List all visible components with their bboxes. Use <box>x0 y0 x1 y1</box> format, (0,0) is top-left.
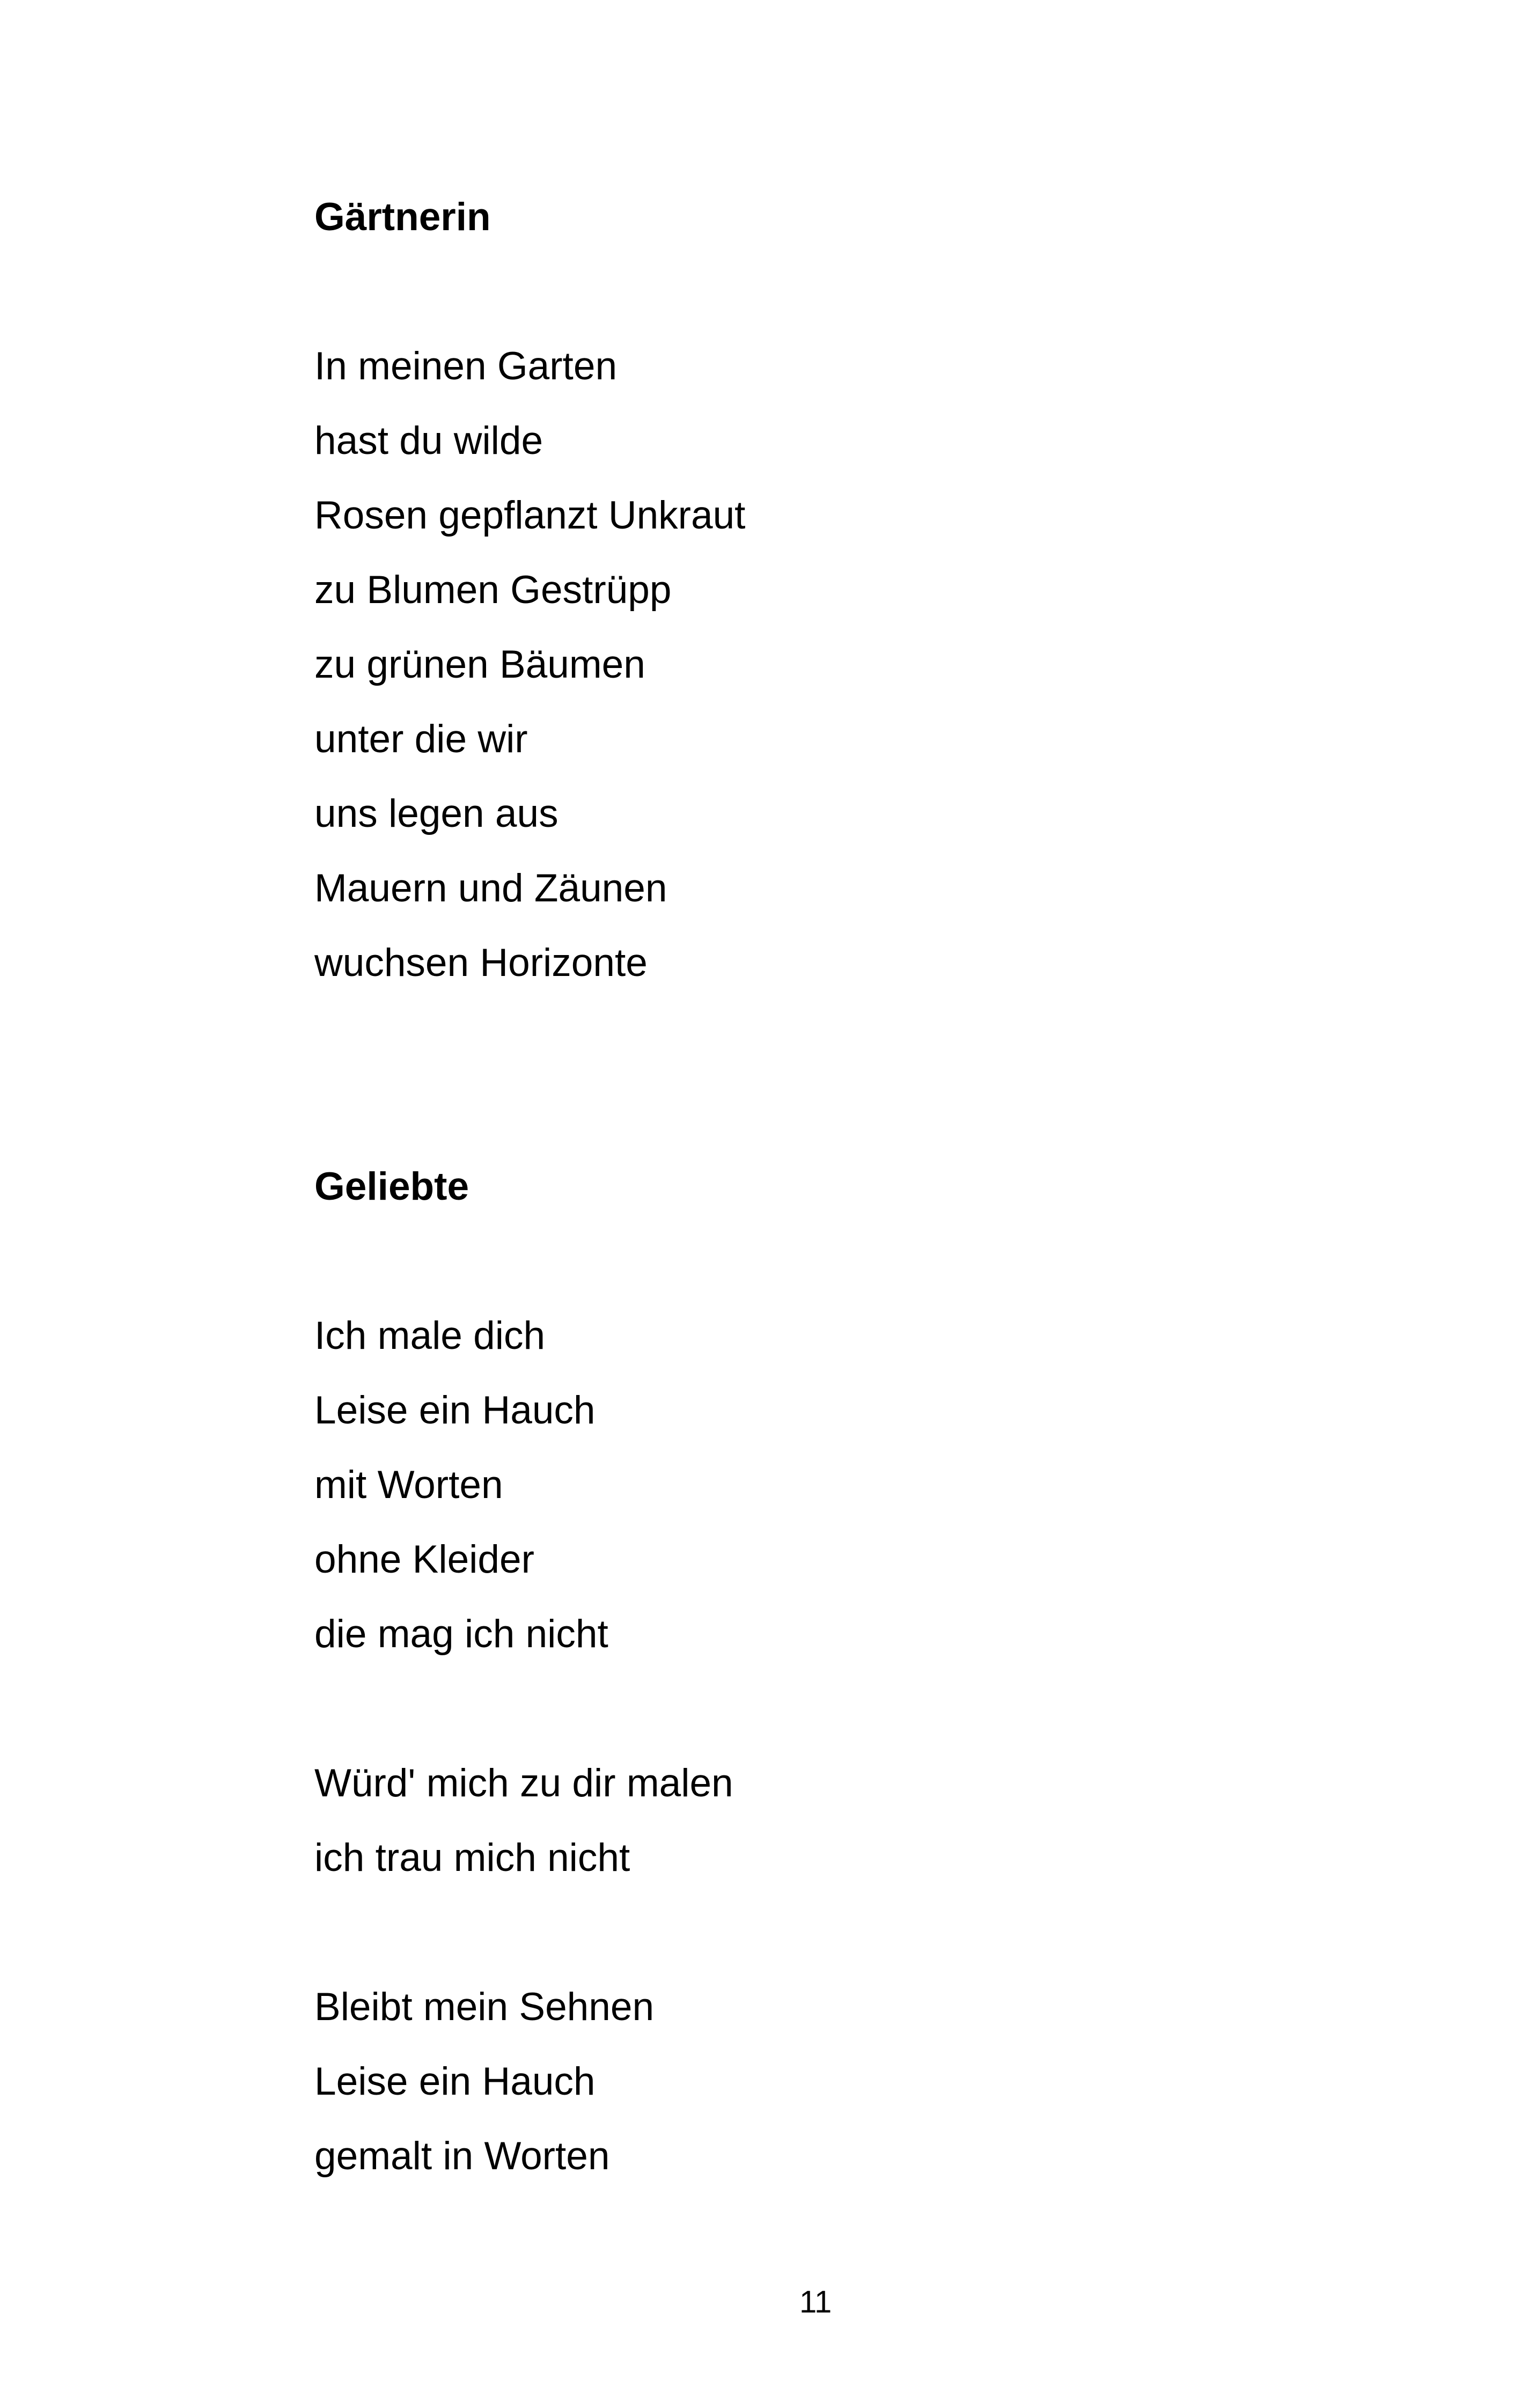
verse-line: ich trau mich nicht <box>314 1836 630 1880</box>
verse-line: Bleibt mein Sehnen <box>314 1985 655 2029</box>
verse-line: Leise ein Hauch <box>314 1389 596 1432</box>
verse-line: mit Worten <box>314 1463 503 1507</box>
verse-line: Leise ein Hauch <box>314 2060 596 2103</box>
verse-line: Rosen gepflanzt Unkraut <box>314 494 746 537</box>
verse-line: die mag ich nicht <box>314 1612 608 1656</box>
poem-title-gaertnerin: Gärtnerin <box>314 195 491 239</box>
poem-title-geliebte: Geliebte <box>314 1165 469 1208</box>
verse-line: unter die wir <box>314 717 528 761</box>
page-number: 11 <box>799 2285 832 2319</box>
verse-line: gemalt in Worten <box>314 2134 610 2178</box>
verse-line: wuchsen Horizonte <box>314 941 648 985</box>
verse-line: ohne Kleider <box>314 1538 534 1581</box>
verse-line: hast du wilde <box>314 419 543 462</box>
verse-line: zu grünen Bäumen <box>314 643 645 686</box>
verse-line: Würd' mich zu dir malen <box>314 1761 733 1805</box>
verse-line: uns legen aus <box>314 792 559 835</box>
verse-line: In meinen Garten <box>314 344 618 388</box>
verse-line: Mauern und Zäunen <box>314 867 667 910</box>
verse-line: Ich male dich <box>314 1314 546 1357</box>
verse-line: zu Blumen Gestrüpp <box>314 568 672 612</box>
